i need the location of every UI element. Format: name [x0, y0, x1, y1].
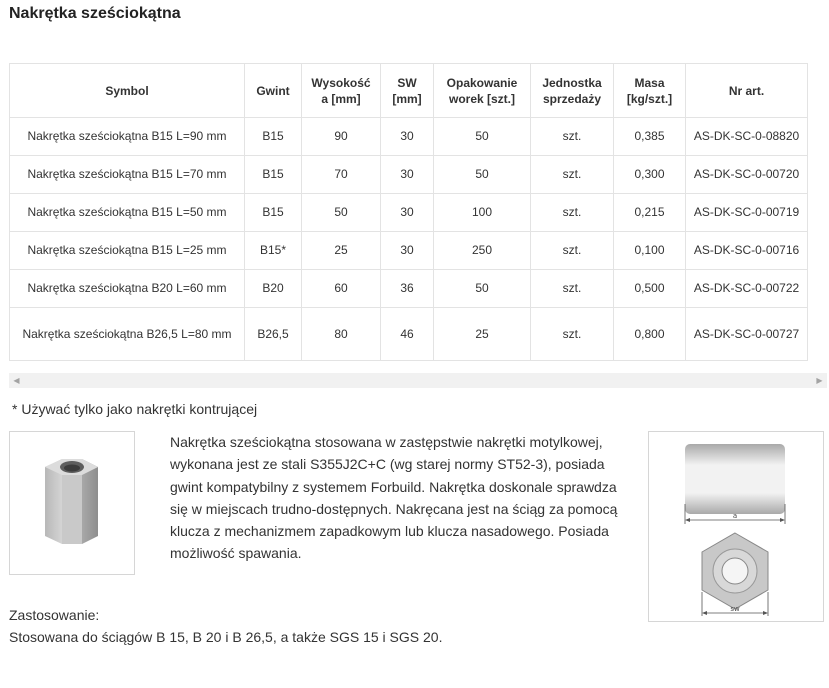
table-cell: 0,800 — [614, 308, 686, 361]
column-header-text: worek [szt.] — [448, 91, 515, 106]
table-cell: szt. — [531, 270, 614, 308]
table-cell: B20 — [245, 270, 302, 308]
column-header — [434, 64, 531, 118]
table-cell: szt. — [531, 194, 614, 232]
footnote: * Używać tylko jako nakrętki kontrującej — [12, 401, 258, 417]
table-cell: 50 — [434, 270, 531, 308]
usage-label: Zastosowanie: — [9, 607, 100, 623]
table-cell: Nakrętka sześciokątna B15 L=50 mm — [10, 194, 245, 232]
table-cell: 100 — [434, 194, 531, 232]
table-cell: szt. — [531, 308, 614, 361]
column-header-text: Wysokość — [311, 75, 371, 90]
horizontal-scrollbar[interactable] — [9, 373, 827, 388]
column-header-text: [mm] — [392, 91, 422, 106]
table-cell: 36 — [381, 270, 434, 308]
column-header-text: Opakowanie — [446, 75, 518, 90]
table-cell: 30 — [381, 156, 434, 194]
table-cell: AS-DK-SC-0-00727 — [686, 308, 808, 361]
column-header — [302, 64, 381, 118]
table-cell: AS-DK-SC-0-00716 — [686, 232, 808, 270]
table-cell: 30 — [381, 118, 434, 156]
table-cell: B15 — [245, 118, 302, 156]
table-cell: B15 — [245, 156, 302, 194]
table-cell: 250 — [434, 232, 531, 270]
table-cell: Nakrętka sześciokątna B15 L=70 mm — [10, 156, 245, 194]
table-cell: 50 — [434, 156, 531, 194]
table-cell: szt. — [531, 118, 614, 156]
product-photo — [9, 431, 135, 575]
usage-text: Stosowana do ściągów B 15, B 20 i B 26,5, a także SGS 15 i SGS 20. — [9, 629, 443, 645]
column-header-text: a [mm] — [321, 91, 361, 106]
column-header — [10, 64, 245, 118]
chevron-right-icon[interactable]: ▶ — [816, 376, 823, 385]
table-cell: Nakrętka sześciokątna B20 L=60 mm — [10, 270, 245, 308]
technical-drawing — [648, 431, 824, 622]
table-cell: B15* — [245, 232, 302, 270]
column-header-text: Nr art. — [728, 83, 765, 98]
table-cell: 0,500 — [614, 270, 686, 308]
table-row — [10, 156, 808, 194]
table-cell: 50 — [434, 118, 531, 156]
table-cell: 50 — [302, 194, 381, 232]
column-header-text: [kg/szt.] — [626, 91, 673, 106]
column-header-text: Symbol — [105, 83, 149, 98]
column-header — [686, 64, 808, 118]
table-cell: AS-DK-SC-0-00720 — [686, 156, 808, 194]
product-description: Nakrętka sześciokątna stosowana w zastępstwie nakrętki motylkowej, wykonana jest ze stali S355J2C+C (wg starej normy ST52-3), posiada gwint kompatybilny z systemem Forbuild. Nakrętka doskonale sprawdza się w miejscach trudno-dostępnych. Nakręcana jest na ściąg za pomocą klucza z mechanizmem zapadkowym lub klucza nasadowego. Posiada możliwość spawania. — [170, 434, 618, 562]
table-cell: 70 — [302, 156, 381, 194]
column-header-text: Jednostka — [542, 75, 602, 90]
table-cell: AS-DK-SC-0-08820 — [686, 118, 808, 156]
table-cell: 60 — [302, 270, 381, 308]
chevron-left-icon[interactable]: ◀ — [13, 376, 20, 385]
table-cell: szt. — [531, 156, 614, 194]
column-header — [381, 64, 434, 118]
page-title: Nakrętka sześciokątna — [9, 5, 181, 22]
table-cell: AS-DK-SC-0-00719 — [686, 194, 808, 232]
column-header-text: Gwint — [256, 83, 290, 98]
table-row — [10, 232, 808, 270]
table-cell: 0,385 — [614, 118, 686, 156]
table-row — [10, 308, 808, 361]
table-cell: 30 — [381, 232, 434, 270]
table-cell: 30 — [381, 194, 434, 232]
table-cell: 25 — [434, 308, 531, 361]
table-cell: AS-DK-SC-0-00722 — [686, 270, 808, 308]
table-cell: 25 — [302, 232, 381, 270]
table-cell: Nakrętka sześciokątna B26,5 L=80 mm — [10, 308, 245, 361]
table-row — [10, 270, 808, 308]
table-row — [10, 118, 808, 156]
hex-nut-drawing-icon — [649, 432, 823, 621]
column-header-text: sprzedaży — [542, 91, 602, 106]
table-cell: 0,300 — [614, 156, 686, 194]
dim-a-label: a — [732, 512, 738, 520]
column-header — [245, 64, 302, 118]
dim-sw-label: sw — [730, 605, 740, 613]
table-cell: szt. — [531, 232, 614, 270]
table-row — [10, 194, 808, 232]
table-cell: 0,215 — [614, 194, 686, 232]
table-cell: 90 — [302, 118, 381, 156]
table-cell: B15 — [245, 194, 302, 232]
table-cell: 80 — [302, 308, 381, 361]
table-cell: Nakrętka sześciokątna B15 L=90 mm — [10, 118, 245, 156]
table-header-row — [10, 64, 808, 118]
column-header-text: Masa — [634, 75, 665, 90]
table-cell: B26,5 — [245, 308, 302, 361]
table-cell: 0,100 — [614, 232, 686, 270]
table-cell: 46 — [381, 308, 434, 361]
table-body — [10, 118, 808, 361]
column-header — [614, 64, 686, 118]
table-cell: Nakrętka sześciokątna B15 L=25 mm — [10, 232, 245, 270]
column-header — [531, 64, 614, 118]
product-table — [9, 63, 808, 361]
column-header-text: SW — [397, 75, 417, 90]
hex-nut-photo-icon — [10, 432, 134, 574]
